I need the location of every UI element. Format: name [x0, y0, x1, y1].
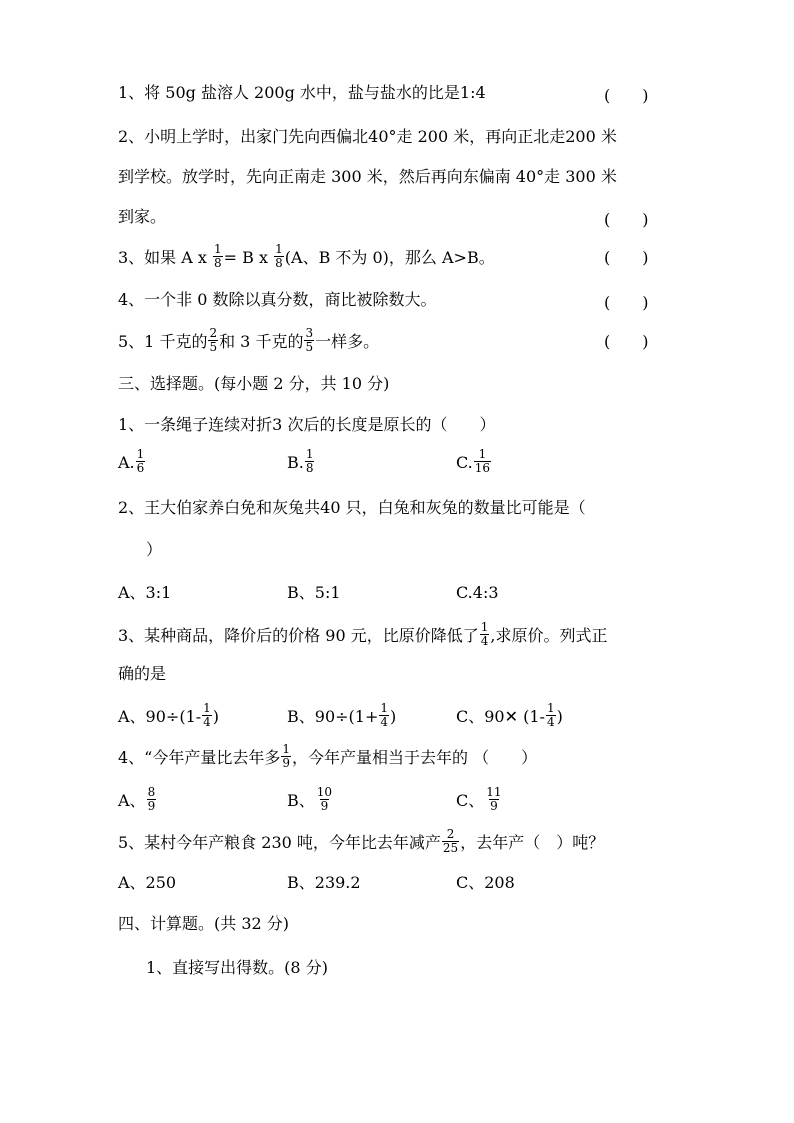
- choice-q1-option-a: [118, 447, 146, 477]
- judge-q4-text: 4、一个非 0 数除以真分数，商比被除数大。: [118, 290, 437, 309]
- option-expr: B、90÷(1+: [287, 707, 379, 726]
- numerator: 1: [480, 620, 489, 634]
- fraction: [281, 743, 291, 770]
- denominator: 5: [209, 340, 218, 354]
- judge-q3: [118, 242, 495, 270]
- option-expr: A、90÷(1-: [118, 707, 202, 726]
- judge-q1: [118, 83, 486, 105]
- fraction: [379, 702, 389, 729]
- fraction: [213, 243, 223, 270]
- choice-q5-option-a: A、250: [118, 873, 177, 892]
- choice-q4-option-c: [456, 785, 504, 815]
- numerator: 1: [478, 447, 487, 461]
- option-label: B、: [287, 791, 315, 810]
- judge-q4-answer-paren: ( ): [604, 293, 649, 312]
- fraction: [474, 448, 491, 475]
- numerator: 1: [203, 701, 211, 715]
- denominator: 8: [305, 461, 314, 475]
- option-label: B.: [287, 453, 304, 472]
- choice-q4-part-b: ，今年产量相当于去年的 （ ）: [292, 748, 538, 767]
- option-expr-end: ): [212, 707, 220, 726]
- choice-q3-option-a: [118, 701, 220, 731]
- denominator: 16: [474, 461, 491, 475]
- choice-q4-option-a: [118, 785, 157, 815]
- numerator: 11: [486, 785, 502, 799]
- choice-q1-option-b: [287, 447, 315, 477]
- numerator: 3: [305, 326, 314, 340]
- choice-q3-part-b: ,求原价。列式正: [490, 626, 608, 645]
- denominator: 8: [214, 256, 222, 270]
- choice-q1-text: 1、一条绳子连续对折3 次后的长度是原长的（ ）: [118, 415, 496, 434]
- judge-q3-part-b: = B x: [223, 248, 269, 267]
- judge-q5-part-a: 5、1 千克的: [118, 332, 208, 351]
- choice-q4-text: [118, 742, 538, 770]
- judge-q3-part-a: 3、如果 A x: [118, 248, 207, 267]
- choice-q4-part-a: 4、“今年产量比去年多: [118, 748, 281, 767]
- fraction: [480, 621, 490, 648]
- denominator: 4: [380, 715, 388, 729]
- fraction: [305, 448, 315, 475]
- numerator: 2: [446, 827, 455, 841]
- numerator: 1: [275, 242, 283, 256]
- denominator: 6: [136, 461, 145, 475]
- denominator: 4: [203, 715, 211, 729]
- fraction: [147, 786, 157, 813]
- fraction: [274, 243, 284, 270]
- fraction: [202, 702, 212, 729]
- option-expr: C、90✕ (1-: [456, 707, 545, 726]
- judge-q1-text: 1、将 50g 盐溶人 200g 水中，盐与盐水的比是1:4: [118, 83, 486, 102]
- choice-q5-option-b: B、239.2: [287, 873, 361, 892]
- choice-q3-option-c: [456, 701, 563, 731]
- numerator: 1: [380, 701, 388, 715]
- choice-q2-line1: 2、王大伯家养白免和灰兔共40 只，白兔和灰兔的数量比可能是（: [118, 498, 586, 517]
- denominator: 9: [320, 799, 329, 813]
- numerator: 8: [147, 785, 156, 799]
- fraction: [546, 702, 556, 729]
- option-label: A.: [118, 453, 135, 472]
- denominator: 25: [442, 841, 459, 855]
- choice-q3-part-a: 3、某种商品，降价后的价格 90 元，比原价降低了: [118, 626, 479, 645]
- section3-title: 三、选择题。(每小题 2 分，共 10 分): [118, 374, 390, 393]
- choice-q3-option-b: [287, 701, 397, 731]
- numerator: 1: [305, 447, 314, 461]
- judge-q2-line3: 到家。: [118, 207, 167, 226]
- fraction: [316, 786, 333, 813]
- choice-q3-line2: 确的是: [118, 664, 167, 683]
- choice-q1-option-c: [456, 447, 492, 477]
- numerator: 2: [209, 326, 218, 340]
- denominator: 9: [147, 799, 156, 813]
- judge-q3-part-c: (A、B 不为 0)，那么 A>B。: [284, 248, 495, 267]
- option-label: C、: [456, 791, 485, 810]
- judge-q2-answer-paren: ( ): [604, 210, 649, 229]
- section4-sub1: 1、直接写出得数。(8 分): [146, 958, 328, 977]
- judge-q5-part-b: 和 3 千克的: [219, 332, 304, 351]
- denominator: 8: [275, 256, 283, 270]
- choice-q2-option-c: C.4:3: [456, 583, 499, 602]
- judge-q1-answer-paren: ( ): [604, 86, 649, 105]
- option-expr-end: ): [556, 707, 563, 726]
- judge-q5-answer-paren: ( ): [604, 332, 649, 351]
- choice-q5-part-b: ，去年产（ ）吨？: [460, 833, 605, 852]
- choice-q5-option-c: C、208: [456, 873, 515, 892]
- numerator: 1: [136, 447, 145, 461]
- choice-q2-line2: ）: [146, 540, 163, 559]
- choice-q2-option-a: A、3:1: [118, 583, 172, 602]
- denominator: 4: [480, 634, 489, 648]
- choice-q2-option-b: B、5:1: [287, 583, 341, 602]
- judge-q5-part-c: 一样多。: [315, 332, 380, 351]
- option-expr-end: ): [390, 707, 397, 726]
- choice-q4-option-b: [287, 785, 334, 815]
- section4-title: 四、计算题。(共 32 分): [118, 914, 290, 933]
- choice-q5-text: [118, 827, 605, 855]
- judge-q5: [118, 326, 380, 354]
- fraction: [208, 327, 218, 354]
- fraction: [442, 828, 459, 855]
- numerator: 10: [316, 785, 333, 799]
- option-label: A、: [118, 791, 146, 810]
- judge-q3-answer-paren: ( ): [604, 248, 649, 267]
- denominator: 4: [546, 715, 555, 729]
- numerator: 1: [282, 742, 291, 756]
- fraction: [485, 786, 502, 813]
- choice-q5-part-a: 5、某村今年产粮食 230 吨，今年比去年减产: [118, 833, 441, 852]
- fraction: [136, 448, 146, 475]
- judge-q2-line2: 到学校。放学时，先向正南走 300 米，然后再向东偏南 40°走 300 米: [118, 167, 617, 186]
- fraction: [304, 327, 314, 354]
- option-label: C.: [456, 453, 473, 472]
- numerator: 1: [214, 242, 222, 256]
- choice-q3-line1: [118, 620, 608, 648]
- denominator: 5: [305, 340, 314, 354]
- numerator: 1: [546, 701, 555, 715]
- denominator: 9: [490, 799, 498, 813]
- judge-q2-line1: 2、小明上学时，出家门先向西偏北40°走 200 米，再向正北走200 米: [118, 127, 617, 146]
- judge-q4: [118, 290, 437, 312]
- denominator: 9: [282, 756, 291, 770]
